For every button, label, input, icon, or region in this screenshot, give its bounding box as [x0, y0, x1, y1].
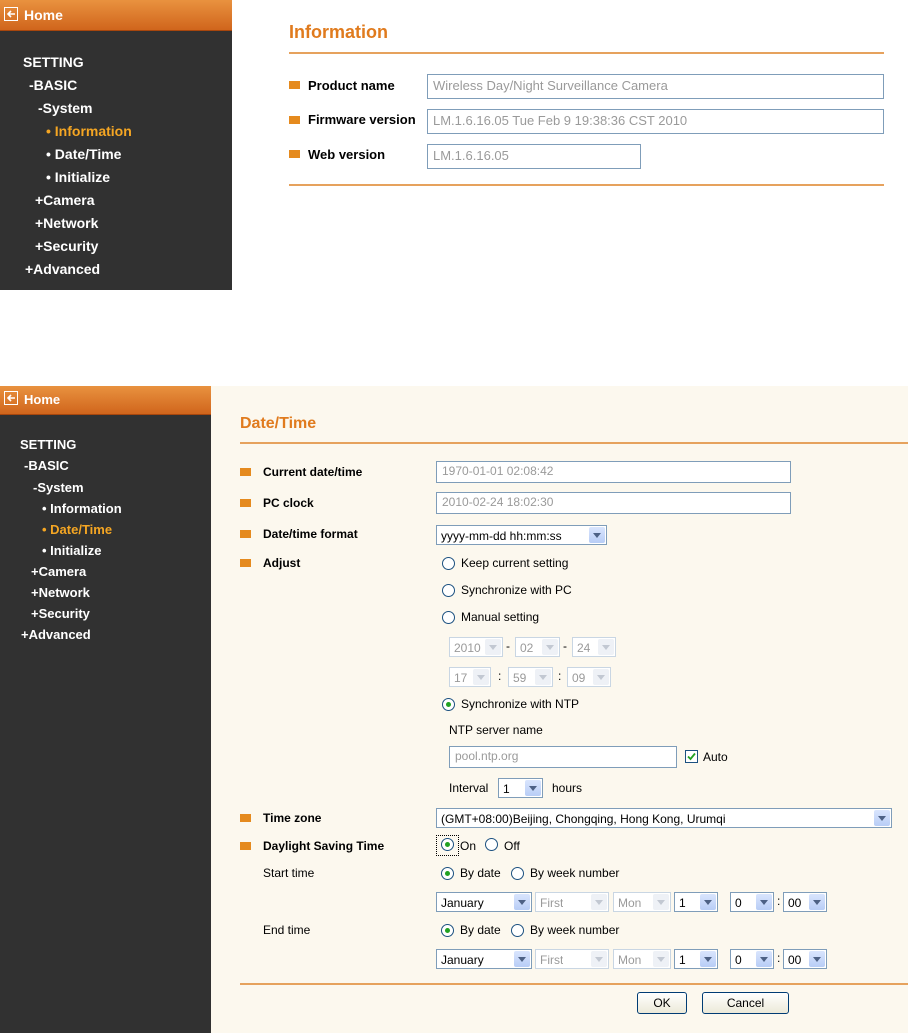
divider	[289, 184, 884, 186]
sync-ntp-label: Synchronize with NTP	[461, 697, 580, 711]
interval-unit: hours	[552, 781, 583, 795]
menu-setting: SETTING	[20, 437, 77, 452]
bullet-icon	[240, 468, 251, 476]
chevron-down-icon[interactable]	[514, 894, 530, 910]
menu-camera[interactable]: +Camera	[35, 192, 95, 208]
selected-value: 09	[572, 671, 586, 685]
time-zone-label: Time zone	[263, 811, 322, 825]
chevron-down-icon[interactable]	[525, 780, 541, 796]
chevron-down-icon[interactable]	[591, 894, 607, 910]
start-day-select[interactable]	[674, 892, 718, 912]
home-label: Home	[24, 392, 61, 407]
dst-on-radio[interactable]	[441, 838, 454, 851]
daylight-saving-label: Daylight Saving Time	[263, 839, 385, 853]
selected-value: January	[441, 896, 484, 910]
datetime-panel	[0, 386, 908, 1033]
pc-clock-label: PC clock	[263, 496, 314, 510]
sync-pc-radio[interactable]	[442, 584, 455, 597]
start-hour-select[interactable]	[730, 892, 774, 912]
start-time-label: Start time	[263, 866, 315, 880]
menu-security[interactable]: +Security	[35, 238, 99, 254]
keep-current-label: Keep current setting	[461, 556, 569, 570]
menu-basic[interactable]: -BASIC	[24, 458, 69, 473]
manual-year-select[interactable]	[449, 637, 503, 657]
menu-initialize[interactable]: • Initialize	[42, 543, 102, 558]
selected-value: January	[441, 953, 484, 967]
datetime-format-label: Date/time format	[263, 527, 358, 541]
dst-on-label: On	[460, 839, 477, 853]
product-name-label: Product name	[308, 78, 395, 93]
end-minute-select[interactable]	[783, 949, 827, 969]
selected-value: yyyy-mm-dd hh:mm:ss	[441, 529, 562, 543]
start-weekday-select[interactable]	[613, 892, 671, 912]
manual-minute-select[interactable]	[508, 667, 553, 687]
selected-value: Mon	[618, 953, 642, 967]
chevron-down-icon[interactable]	[756, 951, 772, 967]
end-by-week-radio[interactable]	[511, 924, 524, 937]
start-by-week-label: By week number	[530, 866, 620, 880]
menu-security[interactable]: +Security	[31, 606, 90, 621]
bullet-icon	[240, 530, 251, 538]
chevron-down-icon[interactable]	[593, 669, 609, 685]
bullet-icon	[240, 499, 251, 507]
manual-day-select[interactable]	[572, 637, 616, 657]
selected-value: 00	[788, 953, 802, 967]
selected-value: First	[540, 953, 564, 967]
selected-value: 24	[577, 641, 591, 655]
auto-label: Auto	[703, 750, 728, 764]
chevron-down-icon[interactable]	[485, 639, 501, 655]
bullet-icon	[240, 559, 251, 567]
start-by-date-radio[interactable]	[441, 867, 454, 880]
selected-value: 0	[735, 953, 742, 967]
chevron-down-icon[interactable]	[589, 527, 605, 543]
bullet-icon	[240, 814, 251, 822]
chevron-down-icon[interactable]	[598, 639, 614, 655]
time-zone-select[interactable]	[436, 808, 892, 828]
sidebar	[0, 0, 232, 290]
start-week-select[interactable]	[535, 892, 609, 912]
bullet-icon	[289, 116, 300, 124]
chevron-down-icon[interactable]	[473, 669, 489, 685]
chevron-down-icon[interactable]	[535, 669, 551, 685]
selected-value: 00	[788, 896, 802, 910]
chevron-down-icon[interactable]	[542, 639, 558, 655]
menu-camera[interactable]: +Camera	[31, 564, 87, 579]
selected-value: Mon	[618, 896, 642, 910]
chevron-down-icon[interactable]	[809, 894, 825, 910]
datetime-content	[211, 386, 908, 1033]
end-day-select[interactable]	[674, 949, 718, 969]
menu-basic[interactable]: -BASIC	[29, 77, 78, 93]
chevron-down-icon[interactable]	[514, 951, 530, 967]
chevron-down-icon[interactable]	[653, 894, 669, 910]
end-by-week-label: By week number	[530, 923, 620, 937]
manual-setting-label: Manual setting	[461, 610, 540, 624]
chevron-down-icon[interactable]	[700, 951, 716, 967]
time-separator: :	[558, 669, 562, 683]
menu-network[interactable]: +Network	[35, 215, 99, 231]
bullet-icon	[240, 842, 251, 850]
chevron-down-icon[interactable]	[756, 894, 772, 910]
sync-pc-label: Synchronize with PC	[461, 583, 572, 597]
end-hour-select[interactable]	[730, 949, 774, 969]
sidebar	[0, 386, 211, 1033]
auto-checkbox[interactable]	[685, 750, 698, 763]
selected-value: 59	[513, 671, 527, 685]
menu-advanced[interactable]: +Advanced	[21, 627, 91, 642]
end-time-label: End time	[263, 923, 311, 937]
menu-system[interactable]: -System	[33, 480, 84, 495]
start-by-date-label: By date	[460, 866, 501, 880]
firmware-version-field[interactable]: LM.1.6.16.05 Tue Feb 9 19:38:36 CST 2010	[427, 109, 884, 134]
interval-select[interactable]	[498, 778, 543, 798]
home-button[interactable]	[0, 386, 211, 415]
current-datetime-field[interactable]: 1970-01-01 02:08:42	[436, 461, 791, 483]
web-version-label: Web version	[308, 147, 386, 162]
cancel-button[interactable]: Cancel	[702, 992, 789, 1014]
page-title: Information	[289, 22, 388, 42]
manual-setting-radio[interactable]	[442, 611, 455, 624]
ntp-server-label: NTP server name	[449, 723, 543, 737]
selected-value: First	[540, 896, 564, 910]
back-arrow-icon	[4, 7, 18, 21]
page-title: Date/Time	[240, 415, 317, 432]
current-datetime-label: Current date/time	[263, 465, 363, 479]
menu-network[interactable]: +Network	[31, 585, 90, 600]
end-week-select[interactable]	[535, 949, 609, 969]
selected-value: 0	[735, 896, 742, 910]
date-separator: -	[506, 639, 510, 653]
web-version-field[interactable]: LM.1.6.16.05	[427, 144, 641, 169]
bullet-icon	[289, 81, 300, 89]
menu-datetime[interactable]: • Date/Time	[42, 522, 113, 537]
menu-system[interactable]: -System	[38, 100, 93, 116]
end-month-select[interactable]	[436, 949, 532, 969]
sync-ntp-radio[interactable]	[442, 698, 455, 711]
selected-value: (GMT+08:00)Beijing, Chongqing, Hong Kong, Urumqi	[441, 812, 726, 826]
chevron-down-icon[interactable]	[700, 894, 716, 910]
home-label: Home	[24, 7, 63, 23]
start-minute-select[interactable]	[783, 892, 827, 912]
divider	[240, 442, 908, 444]
chevron-down-icon[interactable]	[653, 951, 669, 967]
ok-button[interactable]: OK	[637, 992, 687, 1014]
date-separator: -	[563, 639, 567, 653]
manual-month-select[interactable]	[515, 637, 560, 657]
keep-current-radio[interactable]	[442, 557, 455, 570]
selected-value: 2010	[454, 641, 481, 655]
adjust-label: Adjust	[263, 556, 301, 570]
information-panel	[0, 0, 908, 290]
divider	[240, 983, 908, 985]
manual-second-select[interactable]	[567, 667, 611, 687]
chevron-down-icon[interactable]	[591, 951, 607, 967]
menu-information[interactable]: • Information	[42, 501, 122, 516]
dst-off-radio[interactable]	[485, 838, 498, 851]
menu-initialize[interactable]: • Initialize	[46, 169, 111, 185]
manual-hour-select[interactable]	[449, 667, 491, 687]
information-content	[232, 0, 908, 290]
bullet-icon	[289, 150, 300, 158]
menu-datetime[interactable]: • Date/Time	[46, 146, 122, 162]
chevron-down-icon[interactable]	[809, 951, 825, 967]
divider	[289, 52, 884, 54]
firmware-version-label: Firmware version	[308, 112, 416, 127]
chevron-down-icon[interactable]	[874, 810, 890, 826]
menu-advanced[interactable]: +Advanced	[25, 261, 101, 277]
start-by-week-radio[interactable]	[511, 867, 524, 880]
selected-value: 17	[454, 671, 468, 685]
ntp-server-field[interactable]: pool.ntp.org	[449, 746, 677, 768]
back-arrow-icon	[4, 391, 18, 405]
product-name-field[interactable]: Wireless Day/Night Surveillance Camera	[427, 74, 884, 99]
menu-information[interactable]: • Information	[46, 123, 132, 139]
menu-setting: SETTING	[23, 54, 84, 70]
selected-value: 02	[520, 641, 534, 655]
time-separator: :	[777, 894, 781, 908]
pc-clock-field[interactable]: 2010-02-24 18:02:30	[436, 492, 791, 514]
selected-value: 1	[679, 953, 686, 967]
datetime-format-select[interactable]	[436, 525, 607, 545]
end-weekday-select[interactable]	[613, 949, 671, 969]
interval-label: Interval	[449, 781, 489, 795]
time-separator: :	[777, 951, 781, 965]
selected-value: 1	[679, 896, 686, 910]
home-button[interactable]	[0, 0, 232, 31]
end-by-date-label: By date	[460, 923, 501, 937]
start-month-select[interactable]	[436, 892, 532, 912]
end-by-date-radio[interactable]	[441, 924, 454, 937]
time-separator: :	[498, 669, 502, 683]
dst-off-label: Off	[504, 839, 520, 853]
selected-value: 1	[503, 782, 510, 796]
